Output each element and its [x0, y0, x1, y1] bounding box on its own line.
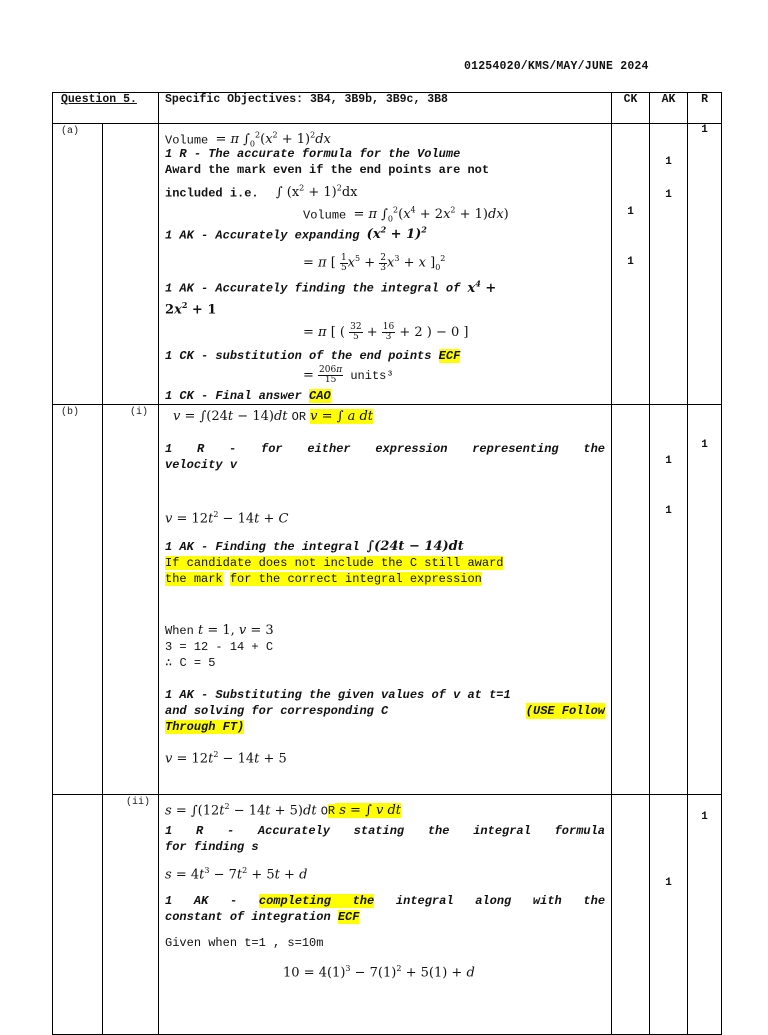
- specific-objectives: Specific Objectives: 3B4, 3B9b, 3B9c, 3B8: [159, 93, 612, 124]
- question-label: Question 5.: [53, 93, 159, 124]
- part-a-row: [53, 124, 722, 405]
- given-condition: Given when t=1 , s=10m: [165, 936, 324, 951]
- part-a-ck-marks: 1 1: [612, 124, 650, 405]
- r-header: R: [688, 93, 722, 124]
- part-b-ii-r-continuation: for finding s: [165, 839, 259, 854]
- displacement-result: $s = 4t^3 - 7t^2 + 5t + d$: [165, 865, 308, 883]
- ak-header: AK: [650, 93, 688, 124]
- part-a-award-note: Award the mark even if the end points are not: [165, 163, 490, 177]
- included-ie-line: included i.e. ∫ $(x^2 + 1)^2dx$: [165, 184, 358, 201]
- part-b-i-label: (i): [103, 404, 159, 794]
- part-a-r-criterion: 1 R - The accurate formula for the Volume: [165, 147, 461, 161]
- ck-header: CK: [612, 93, 650, 124]
- part-b-i-ak2-criterion: 1 AK - Substituting the given values of v at t=1: [165, 687, 511, 702]
- part-b-i-content: [159, 404, 612, 794]
- part-b-ii-ak-criterion: 1 AK - completing the integral along with the: [165, 894, 606, 909]
- part-b-ii-r-criterion: 1 R - Accurately stating the integral formula: [165, 823, 606, 838]
- velocity-result: $v = 12t^2 - 14t + C$: [165, 509, 289, 527]
- header-row: [53, 93, 722, 124]
- part-b-i-ak2-end: Through FT): [165, 719, 245, 734]
- part-a-ck2-criterion: 1 CK - Final answer CAO: [165, 388, 331, 403]
- part-b-i-ak-marks: 1 1: [650, 404, 688, 794]
- part-b-ii-content: [159, 794, 612, 1034]
- part-b-label: (b): [53, 404, 103, 794]
- part-a-ak-marks: 1 1: [650, 124, 688, 405]
- part-a-content: [159, 124, 612, 405]
- part-a-sub-cell: [103, 124, 159, 405]
- part-b-ii-ak-marks: 1: [650, 794, 688, 1034]
- part-b-ii-ak-continuation: constant of integration ECF: [165, 910, 360, 925]
- part-b-ii-empty-cell: [53, 794, 103, 1034]
- velocity-integral: v = ∫(24t − 14)dt OR v = ∫ a dt: [173, 408, 374, 424]
- part-b-i-r-criterion: 1 R - for either expression representing the: [165, 441, 606, 456]
- part-a-ck1-criterion: 1 CK - substitution of the end points ECF: [165, 348, 461, 363]
- part-b-ii-ck-marks: [612, 794, 650, 1034]
- part-b-i-r-marks: 1: [688, 404, 722, 794]
- part-a-ak1-criterion: 1 AK - Accurately expanding $(x^2 + 1)^2$: [165, 225, 427, 243]
- volume-expanded: Volume = π $\int_0^2(x^4 + 2x^2 + 1)dx$): [303, 206, 509, 224]
- part-b-ii-r-marks: 1: [688, 794, 722, 1034]
- part-b-ii-label: (ii): [103, 794, 159, 1034]
- part-b-i-r-continuation: velocity v: [165, 457, 238, 472]
- part-a-ak2-continuation: $2x^2 + 1$: [165, 299, 217, 317]
- part-b-ii-row: [53, 794, 722, 1034]
- c-value: ∴ C = 5: [165, 655, 216, 670]
- note-line-1: If candidate does not include the C still award: [165, 555, 504, 570]
- part-b-i-ck-marks: [612, 404, 650, 794]
- note-line-2: the mark for the correct integral expression: [165, 571, 482, 586]
- substitution-result: = π [ ( $\frac{32}{5}$ + $\frac{16}{3}$ + 2 ) − 0 ]: [303, 321, 469, 342]
- displacement-integral: $s = \int(12t^2 - 14t + 5)dt$ OR s = ∫ v dt: [165, 801, 401, 819]
- part-a-ak2-criterion: 1 AK - Accurately finding the integral of $x^4$ +: [165, 278, 497, 296]
- part-b-i-row: [53, 404, 722, 794]
- volume-formula: Volume = π $\int_0^2(x^2 + 1)^2dx$: [165, 131, 331, 149]
- final-volume: = $\frac{206\pi}{15}$ units³: [303, 364, 394, 385]
- when-condition: When t = 1, v = 3: [165, 622, 274, 638]
- velocity-final: $v = 12t^2 - 14t + 5$: [165, 749, 287, 767]
- mark-scheme-table: [52, 92, 722, 1035]
- part-b-i-ak1-criterion: 1 AK - Finding the integral ∫(24t − 14)dt: [165, 538, 464, 554]
- integral-result: = π [ $\frac{1}{5}$ $x^5$ + $\frac{2}{3}$ $x^3 + x$ ]$_0^2$: [303, 252, 446, 273]
- substitution-equation: 3 = 12 - 14 + C: [165, 639, 274, 654]
- part-a-label: (a): [53, 124, 103, 405]
- part-a-r-marks: 1: [688, 124, 722, 405]
- part-b-i-ak2-continuation: and solving for corresponding C (USE Follow: [165, 703, 606, 718]
- reference-code: 01254020/KMS/MAY/JUNE 2024: [464, 60, 649, 73]
- substitution-displacement: $10 = 4(1)^3 - 7(1)^2 + 5(1) + d$: [283, 964, 475, 981]
